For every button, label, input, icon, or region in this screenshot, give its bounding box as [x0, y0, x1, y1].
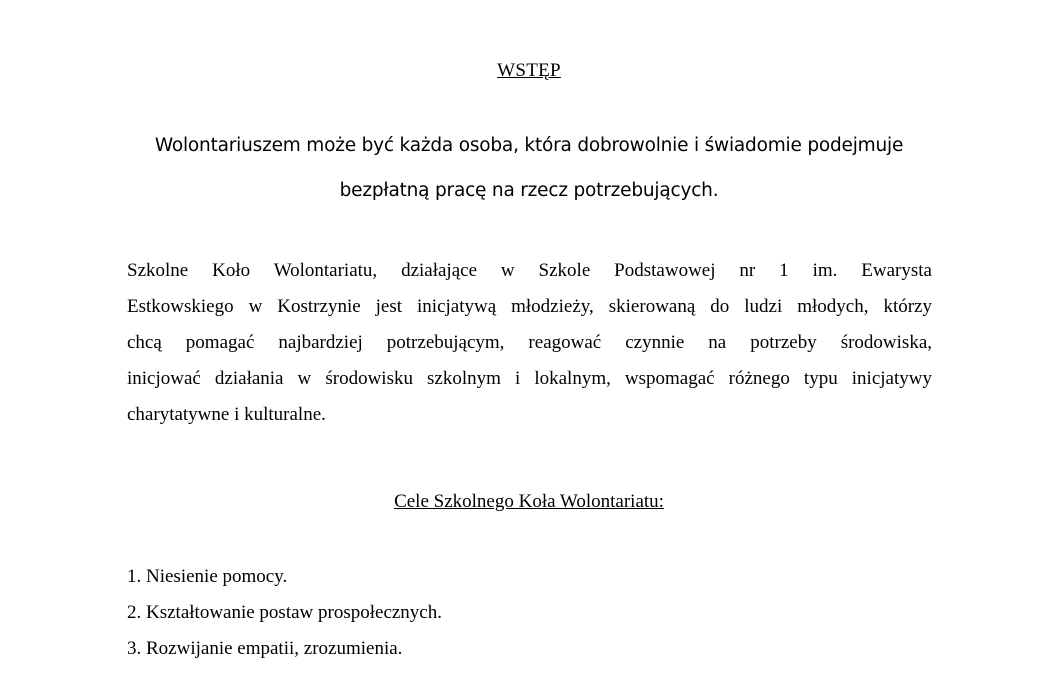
intro-line-4: inicjować działania w środowisku szkolnym i lokalnym, wspomagać różnego typu inicjatywy — [127, 368, 932, 389]
document-title: WSTĘP — [497, 60, 561, 81]
intro-line-2: Estkowskiego w Kostrzynie jest inicjatywą młodzieży, skierowaną do ludzi młodych, którzy — [127, 296, 932, 317]
intro-line-1: Szkolne Koło Wolontariatu, działające w Szkole Podstawowej nr 1 im. Ewarysta — [127, 260, 932, 281]
intro-line-5: charytatywne i kulturalne. — [127, 404, 326, 425]
goals-heading: Cele Szkolnego Koła Wolontariatu: — [394, 491, 664, 512]
list-item: 2. Kształtowanie postaw prospołecznych. — [127, 602, 442, 623]
quote-line-2: bezpłatną pracę na rzecz potrzebujących. — [339, 180, 719, 201]
list-item: 3. Rozwijanie empatii, zrozumienia. — [127, 638, 403, 659]
quote-line-1: Wolontariuszem może być każda osoba, która dobrowolnie i świadomie podejmuje — [154, 135, 904, 156]
intro-line-3: chcą pomagać najbardziej potrzebującym, reagować czynnie na potrzeby środowiska, — [127, 332, 932, 353]
list-item: 1. Niesienie pomocy. — [127, 566, 288, 587]
